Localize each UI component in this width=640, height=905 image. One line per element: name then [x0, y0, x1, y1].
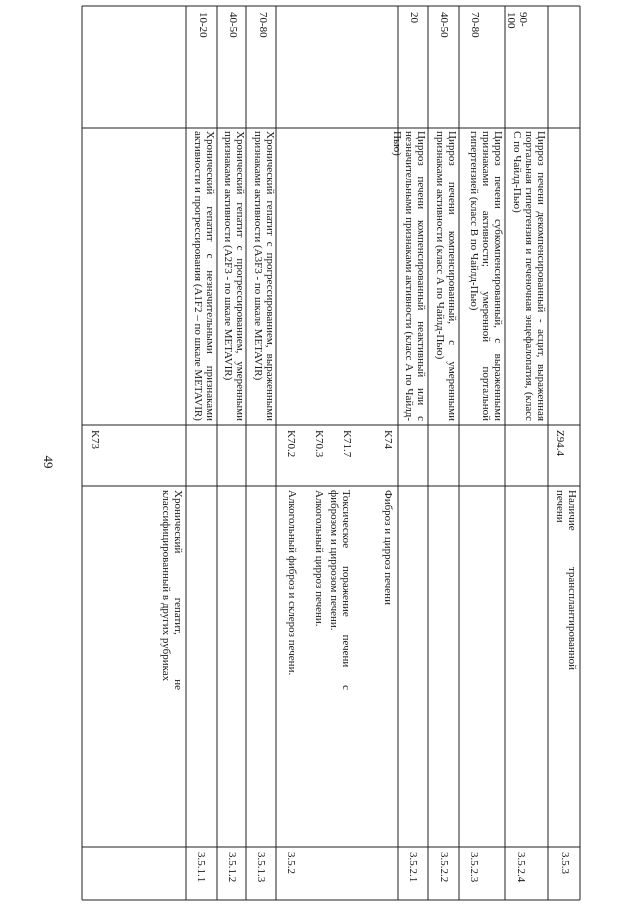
- row-6-description: Цирроз печени компенсированный, с умеренными признаками активности (класс А по Чайлд-Пью): [434, 131, 458, 421]
- row-8-description: Цирроз печени декомпенсированный - асцит, выраженная портальная гипертензия и печеночная энцефалопатия, (класс С по Чайлд-Пью): [511, 131, 547, 421]
- row-6-score: 40-50: [438, 12, 450, 38]
- row-4-diagnosis-2: Алкогольный цирроз печени.: [313, 490, 325, 627]
- row-4-icd-4: K74: [382, 430, 394, 449]
- row-4-diagnosis-4: Фиброз и цирроз печени: [382, 490, 394, 605]
- page-number: 49: [41, 455, 56, 469]
- row-4-code: 3.5.2: [285, 852, 297, 874]
- row-5-score: 20: [408, 12, 420, 23]
- row-0-diagnosis: Хронический гепатит, не классифицированный в других рубриках: [160, 490, 184, 690]
- row-1-code: 3.5.1.1: [195, 852, 207, 883]
- row-0-icd: K73: [89, 430, 101, 449]
- row-7-description: Цирроз печени субкомпенсированный, с выраженными признаками активности; умеренной портальной гипертензией (класс В по Чайлд-Пью): [468, 131, 504, 421]
- row-1-score: 10-20: [197, 12, 209, 38]
- row-3-score: 70-80: [257, 12, 269, 38]
- row-3-description: Хронический гепатит с прогрессированием, выраженными признаками активности (A3F3 - по шкале METAVIR): [252, 131, 276, 421]
- row-2-description: Хронический гепатит с прогрессированием, умеренными признаками активности (A2F3 - по шкале METAVIR): [222, 131, 246, 421]
- row-1-description: Хронический гепатит с незначительными признаками активности и прогрессирования (A1F2 – по шкале METAVIR): [192, 131, 216, 421]
- row-7-score: 70-80: [469, 12, 481, 38]
- row-4-diagnosis-3: Токсическое поражение печени с фиброзом и циррозом печени.: [328, 490, 352, 690]
- row-3-code: 3.5.1.3: [255, 852, 267, 883]
- row-6-code: 3.5.2.2: [438, 852, 450, 883]
- row-4-icd-2: K70.3: [313, 430, 325, 458]
- row-2-code: 3.5.1.2: [226, 852, 238, 883]
- row-7-code: 3.5.2.3: [468, 852, 480, 883]
- row-9-code: 3.5.3: [559, 852, 571, 874]
- row-9-icd: Z94.4: [554, 430, 566, 456]
- row-4-icd-1: K70.2: [285, 430, 297, 458]
- row-5-code: 3.5.2.1: [407, 852, 419, 883]
- row-5-description: Цирроз печени компенсированный неактивный или с незначительными признаками активности (класс А по Чайлд-Пью): [391, 131, 427, 421]
- row-4-diagnosis-1: Алкогольный фиброз и склероз печени.: [286, 490, 298, 676]
- row-9-diagnosis: Наличие трансплантированной печени: [554, 490, 578, 670]
- row-8-score: 90-100: [505, 12, 529, 29]
- row-2-score: 40-50: [227, 12, 239, 38]
- row-8-code: 3.5.2.4: [515, 852, 527, 883]
- row-4-icd-3: K71.7: [341, 430, 353, 458]
